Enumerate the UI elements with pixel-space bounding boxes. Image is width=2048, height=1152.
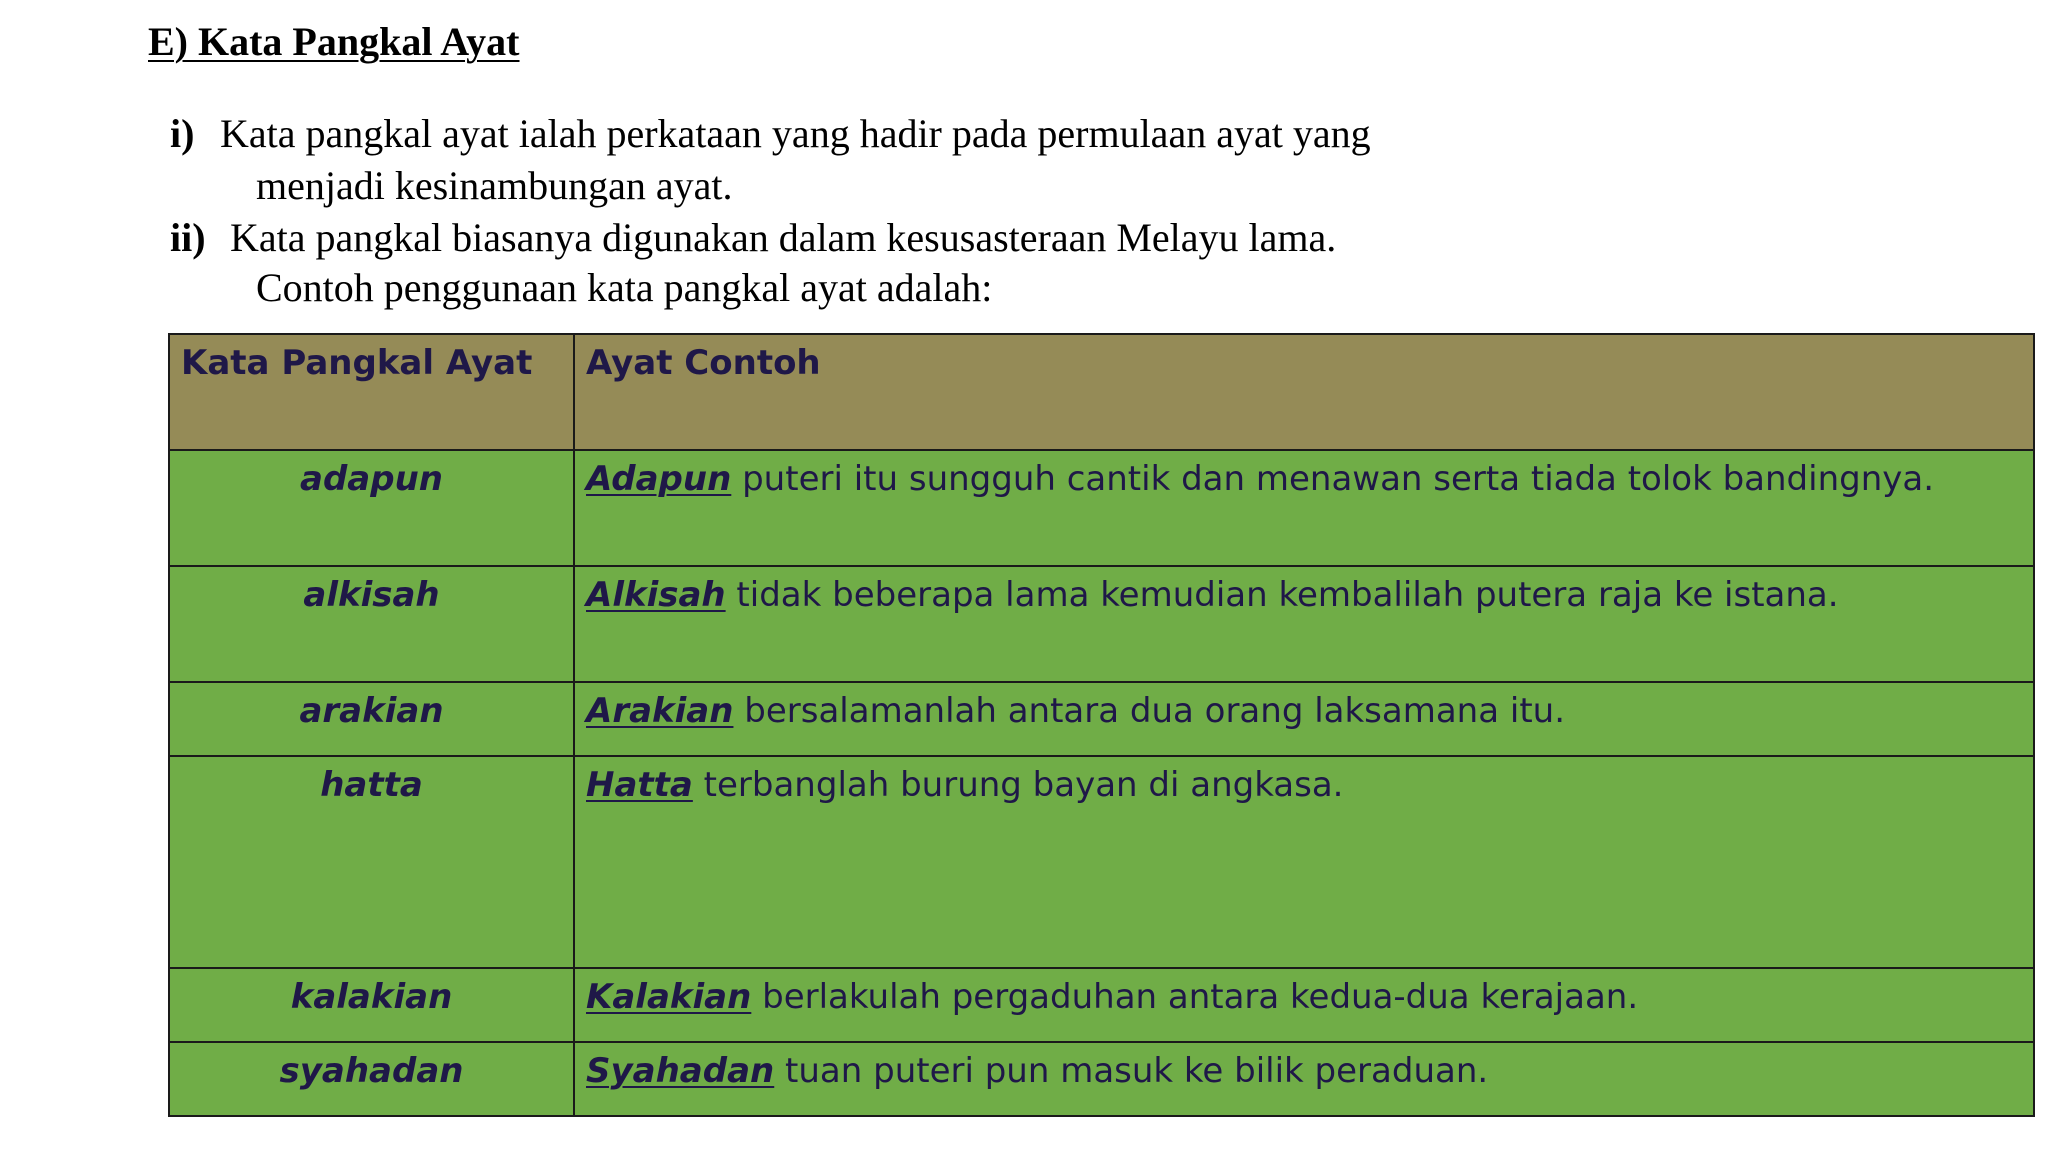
ayat-text: terbanglah burung bayan di angkasa. [692, 765, 1344, 805]
point-2-text: Kata pangkal biasanya digunakan dalam kesusasteraan Melayu lama. [230, 215, 1337, 260]
kata-cell: hatta [169, 756, 574, 968]
table-row [169, 968, 2034, 1042]
kata-cell: alkisah [169, 566, 574, 682]
ayat-keyword: Alkisah [586, 575, 726, 615]
table-header-row [169, 334, 2034, 450]
point-1-line-2: menjadi kesinambungan ayat. [256, 163, 733, 208]
ayat-keyword: Syahadan [586, 1051, 775, 1091]
kata-cell: kalakian [169, 968, 574, 1042]
point-2-number: ii) [170, 215, 206, 260]
table-row [169, 1042, 2034, 1116]
kata-pangkal-table [168, 333, 2035, 1117]
ayat-cell [574, 682, 2034, 756]
kata-cell: arakian [169, 682, 574, 756]
ayat-cell [574, 1042, 2034, 1116]
ayat-keyword: Adapun [586, 459, 732, 499]
point-2-line-2: Contoh penggunaan kata pangkal ayat adalah: [256, 265, 993, 310]
ayat-text: tidak beberapa lama kemudian kembalilah putera raja ke istana. [725, 575, 1839, 615]
section-heading: E) Kata Pangkal Ayat [148, 19, 520, 64]
table-row [169, 450, 2034, 566]
ayat-cell [574, 566, 2034, 682]
table-row [169, 682, 2034, 756]
kata-cell: adapun [169, 450, 574, 566]
ayat-text: berlakulah pergaduhan antara kedua-dua kerajaan. [751, 977, 1639, 1017]
column-header-ayat: Ayat Contoh [574, 334, 2034, 450]
ayat-cell [574, 450, 2034, 566]
kata-cell: syahadan [169, 1042, 574, 1116]
ayat-keyword: Hatta [586, 765, 693, 805]
point-1-number: i) [170, 111, 195, 156]
ayat-cell [574, 968, 2034, 1042]
ayat-text: puteri itu sungguh cantik dan menawan serta tiada tolok bandingnya. [731, 459, 1935, 499]
ayat-text: bersalamanlah antara dua orang laksamana itu. [733, 691, 1566, 731]
ayat-text: tuan puteri pun masuk ke bilik peraduan. [774, 1051, 1489, 1091]
point-1-line-1 [170, 108, 1371, 160]
table-row [169, 566, 2034, 682]
point-1-text: Kata pangkal ayat ialah perkataan yang hadir pada permulaan ayat yang [220, 111, 1371, 156]
ayat-keyword: Kalakian [586, 977, 752, 1017]
table-row [169, 756, 2034, 968]
ayat-keyword: Arakian [586, 691, 734, 731]
ayat-cell [574, 756, 2034, 968]
column-header-kata: Kata Pangkal Ayat [169, 334, 574, 450]
point-2-line-1 [170, 212, 1336, 264]
